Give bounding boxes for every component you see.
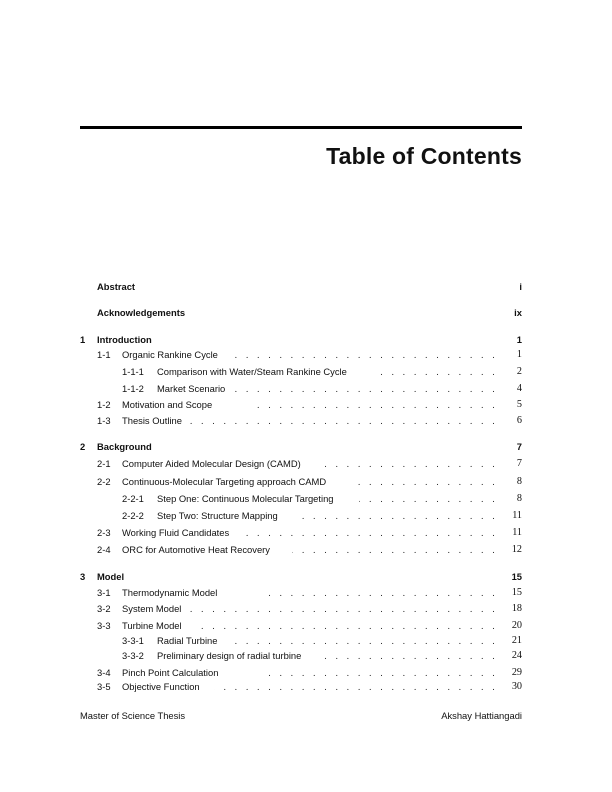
toc-section-1-2[interactable] [0, 398, 612, 412]
toc-title: Thesis Outline [122, 415, 182, 426]
toc-section-1-3[interactable] [0, 414, 612, 428]
toc-title: System Model [122, 603, 182, 614]
leader-dots [256, 398, 498, 412]
toc-subsection-2-2-1[interactable] [0, 492, 612, 506]
toc-section-3-2[interactable] [0, 602, 612, 616]
toc-page: 12 [511, 544, 522, 555]
toc-title: Introduction [97, 334, 152, 345]
toc-page: 1 [516, 334, 522, 345]
toc-page: 15 [511, 587, 522, 598]
toc-number: 3-4 [97, 667, 111, 678]
toc-number: 3-3-2 [122, 650, 144, 661]
toc-subsection-1-1-1[interactable] [0, 365, 612, 379]
toc-subsection-1-1-2[interactable] [0, 382, 612, 396]
toc-number: 1 [80, 334, 86, 345]
leader-dots [292, 543, 498, 557]
toc-title: Continuous-Molecular Targeting approach CAMD [122, 476, 327, 487]
toc-section-3-3[interactable] [0, 619, 612, 633]
leader-dots [232, 348, 498, 362]
toc-number: 2-3 [97, 527, 111, 538]
footer-author: Akshay Hattiangadi [441, 710, 522, 721]
toc-page: 30 [511, 681, 522, 692]
toc-page: 20 [511, 620, 522, 631]
toc-subsection-3-3-2[interactable] [0, 649, 612, 663]
toc-number: 2-4 [97, 544, 111, 555]
leader-dots [234, 382, 498, 396]
toc-chapter-2[interactable] [0, 440, 612, 454]
toc-page: 21 [511, 635, 522, 646]
toc-entry-acknowledgements[interactable] [0, 306, 612, 320]
toc-page: 8 [516, 476, 522, 487]
toc-section-2-2[interactable] [0, 475, 612, 489]
leader-dots [325, 457, 498, 471]
toc-section-2-1[interactable] [0, 457, 612, 471]
toc-number: 3-3 [97, 620, 111, 631]
toc-title: Background [97, 441, 152, 452]
toc-title: Motivation and Scope [122, 399, 213, 410]
toc-title: Abstract [97, 281, 136, 292]
toc-number: 2-2-1 [122, 493, 144, 504]
leader-dots [190, 602, 498, 616]
toc-page: ix [514, 307, 522, 318]
toc-number: 3-5 [97, 681, 111, 692]
toc-title: Organic Rankine Cycle [122, 349, 218, 360]
toc-number: 1-1-1 [122, 366, 144, 377]
toc-title: Acknowledgements [97, 307, 186, 318]
toc-title: Objective Function [122, 681, 200, 692]
leader-dots [192, 619, 498, 633]
toc-number: 3-2 [97, 603, 111, 614]
toc-title: Comparison with Water/Steam Rankine Cycle [157, 366, 347, 377]
toc-number: 2-1 [97, 458, 111, 469]
toc-page: 11 [512, 527, 522, 538]
toc-title: Radial Turbine [157, 635, 218, 646]
toc-title: ORC for Automotive Heat Recovery [122, 544, 270, 555]
toc-number: 1-1-2 [122, 383, 144, 394]
toc-number: 1-2 [97, 399, 111, 410]
page-title: Table of Contents [326, 143, 522, 169]
header-rule [80, 126, 522, 129]
toc-number: 2 [80, 441, 86, 452]
leader-dots [300, 509, 498, 523]
toc-number: 3 [80, 571, 86, 582]
toc-title: Computer Aided Molecular Design (CAMD) [122, 458, 301, 469]
toc-entry-abstract[interactable] [0, 280, 612, 294]
toc-page: 11 [512, 510, 522, 521]
toc-page: 6 [516, 415, 522, 426]
leader-dots [260, 666, 498, 680]
toc-page: 29 [511, 667, 522, 678]
leader-dots [190, 414, 498, 428]
toc-number: 2-2-2 [122, 510, 144, 521]
leader-dots [371, 365, 498, 379]
toc-page: 2 [516, 366, 522, 377]
toc-chapter-1[interactable] [0, 333, 612, 347]
leader-dots [214, 680, 498, 694]
toc-title: Pinch Point Calculation [122, 667, 219, 678]
leader-dots [226, 634, 498, 648]
toc-title: Thermodynamic Model [122, 587, 218, 598]
toc-subsection-3-3-1[interactable] [0, 634, 612, 648]
toc-title: Market Scenario [157, 383, 226, 394]
toc-title: Model [97, 571, 125, 582]
toc-section-3-1[interactable] [0, 586, 612, 600]
toc-page: 7 [516, 458, 522, 469]
toc-title: Working Fluid Candidates [122, 527, 230, 538]
toc-number: 1-1 [97, 349, 111, 360]
toc-section-2-3[interactable] [0, 526, 612, 540]
toc-number: 3-1 [97, 587, 111, 598]
toc-title: Turbine Model [122, 620, 182, 631]
toc-number: 2-2 [97, 476, 111, 487]
leader-dots [359, 492, 498, 506]
toc-section-3-4[interactable] [0, 666, 612, 680]
toc-number: 1-3 [97, 415, 111, 426]
leader-dots [320, 649, 498, 663]
toc-title: Step One: Continuous Molecular Targeting [157, 493, 334, 504]
toc-title: Preliminary design of radial turbine [157, 650, 302, 661]
toc-page: 4 [516, 383, 522, 394]
toc-subsection-2-2-2[interactable] [0, 509, 612, 523]
toc-section-3-5[interactable] [0, 680, 612, 694]
toc-title: Step Two: Structure Mapping [157, 510, 278, 521]
toc-page: 5 [516, 399, 522, 410]
toc-page: 24 [511, 650, 522, 661]
toc-page: i [519, 281, 522, 292]
toc-page: 8 [516, 493, 522, 504]
toc-section-1-1[interactable] [0, 348, 612, 362]
leader-dots [244, 526, 498, 540]
footer-document-type: Master of Science Thesis [80, 710, 186, 721]
toc-page: 18 [511, 603, 522, 614]
leader-dots [264, 586, 498, 600]
toc-page: 15 [511, 571, 522, 582]
toc-page: 1 [516, 349, 522, 360]
toc-chapter-3[interactable] [0, 570, 612, 584]
leader-dots [352, 475, 498, 489]
toc-section-2-4[interactable] [0, 543, 612, 557]
toc-number: 3-3-1 [122, 635, 144, 646]
toc-page: 7 [516, 441, 522, 452]
